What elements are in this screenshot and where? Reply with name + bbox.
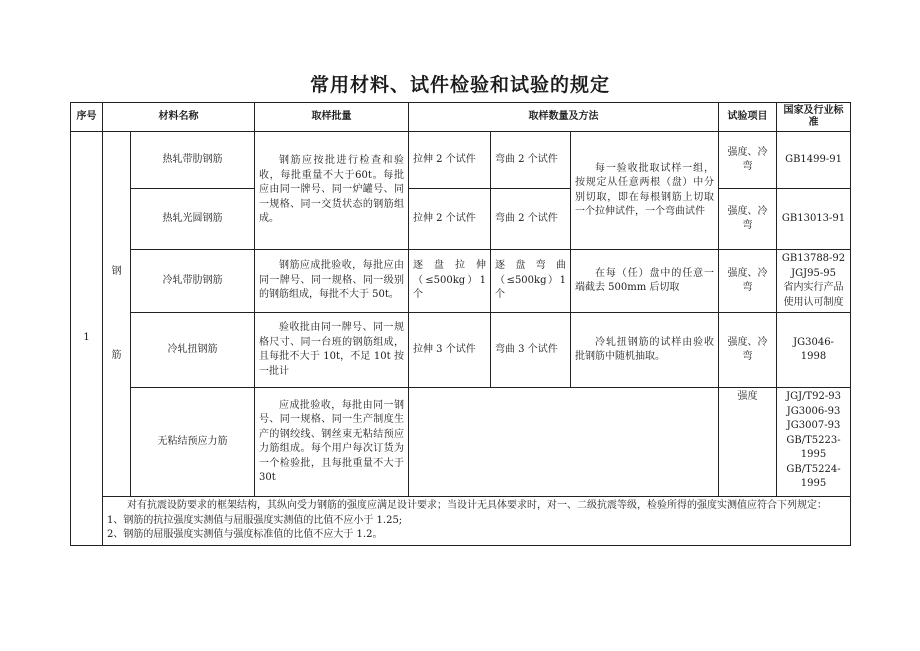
batch-rule: 钢筋应按批进行检查和验收，每批重量不大于60t。每批应由同一牌号、同一炉罐号、同一规格、同一交货状态的钢筋组成。 xyxy=(255,132,409,250)
tensile-quantity: 拉伸 2 个试件 xyxy=(409,132,491,189)
test-items: 强度、冷弯 xyxy=(719,189,777,250)
test-items: 强度 xyxy=(719,388,777,497)
header-test-items: 试验项目 xyxy=(719,103,777,132)
sampling-method: 每一验收批取试样一组，按规定从任意两根（盘）中分别切取，即在每根钢筋上切取一个拉伸试件，一个弯曲试件 xyxy=(571,132,719,250)
bend-quantity: 弯曲 3 个试件 xyxy=(491,313,571,388)
test-items: 强度、冷弯 xyxy=(719,313,777,388)
material-name: 无粘结预应力筋 xyxy=(131,388,255,497)
bend-quantity: 弯曲 2 个试件 xyxy=(491,132,571,189)
standard-code: GB13013-91 xyxy=(777,189,851,250)
material-name: 热轧带肋钢筋 xyxy=(131,132,255,189)
table-row xyxy=(71,250,851,313)
document-title: 常用材料、试件检验和试验的规定 xyxy=(309,74,610,96)
note-item-2: 2、钢筋的屈服强度实测值与强度标准值的比值不应大于 1.2。 xyxy=(107,529,383,540)
standard-code: GB1499-91 xyxy=(777,132,851,189)
standard-code: JG3046-1998 xyxy=(777,313,851,388)
sampling-method: 冷轧扭钢筋的试样由验收批钢筋中随机抽取。 xyxy=(571,313,719,388)
tensile-quantity: 拉伸 3 个试件 xyxy=(409,313,491,388)
sampling-method: 在每（任）盘中的任意一端截去 500mm 后切取 xyxy=(571,250,719,313)
header-batch: 取样批量 xyxy=(255,103,409,132)
header-row xyxy=(71,103,851,132)
batch-rule: 验收批由同一牌号、同一规格尺寸、同一台班的钢筋组成，且每批不大于 10t，不足 10t 按一批计 xyxy=(255,313,409,388)
note-item-1: 1、钢筋的抗拉强度实测值与屈服强度实测值的比值不应小于 1.25; xyxy=(107,514,403,526)
batch-rule: 应成批验收，每批由同一钢号、同一规格、同一生产制度生产的钢绞线、钢丝束无粘结预应力筋组成。每个用户每次订货为一个检验批，且每批重量不大于 30t xyxy=(255,388,409,497)
note-intro: 对有抗震设防要求的框架结构，其纵向受力钢筋的强度应满足设计要求；当设计无具体要求时，对一、二级抗震等级，检验所得的强度实测值应符合下列规定： xyxy=(127,500,827,511)
material-name: 冷轧带肋钢筋 xyxy=(131,250,255,313)
test-items: 强度、冷弯 xyxy=(719,250,777,313)
bend-quantity: 逐盘弯曲（≤500kg）1 个 xyxy=(491,250,571,313)
tensile-quantity: 逐盘拉伸（≤500kg）1 个 xyxy=(409,250,491,313)
category-char-2: 筋 xyxy=(111,350,122,361)
group-seq-number: 1 xyxy=(71,132,103,546)
header-material-name: 材料名称 xyxy=(103,103,255,132)
tensile-quantity: 拉伸 2 个试件 xyxy=(409,189,491,250)
note-row xyxy=(71,497,851,546)
seismic-note xyxy=(103,497,851,546)
table-row xyxy=(71,388,851,497)
batch-rule: 钢筋应成批验收，每批应由同一牌号、同一规格、同一级别的钢筋组成，每批不大于 50t。 xyxy=(255,250,409,313)
standard-code: GB13788-92 JGJ95-95 省内实行产品使用认可制度 xyxy=(777,250,851,313)
group-category xyxy=(103,132,131,497)
header-quantity-method: 取样数量及方法 xyxy=(409,103,719,132)
header-seq: 序号 xyxy=(71,103,103,132)
specification-table xyxy=(70,102,851,546)
table-row xyxy=(71,313,851,388)
header-standard: 国家及行业标准 xyxy=(777,103,851,132)
bend-quantity: 弯曲 2 个试件 xyxy=(491,189,571,250)
empty-sampling-cell xyxy=(409,388,719,497)
table-row xyxy=(71,132,851,189)
standard-code: JGJ/T92-93 JG3006-93 JG3007-93 GB/T5223-1995 GB/T5224-1995 xyxy=(777,388,851,497)
category-char-1: 钢 xyxy=(111,265,122,277)
material-name: 热轧光圆钢筋 xyxy=(131,189,255,250)
test-items: 强度、冷弯 xyxy=(719,132,777,189)
material-name: 冷轧扭钢筋 xyxy=(131,313,255,388)
table-row xyxy=(71,189,851,250)
